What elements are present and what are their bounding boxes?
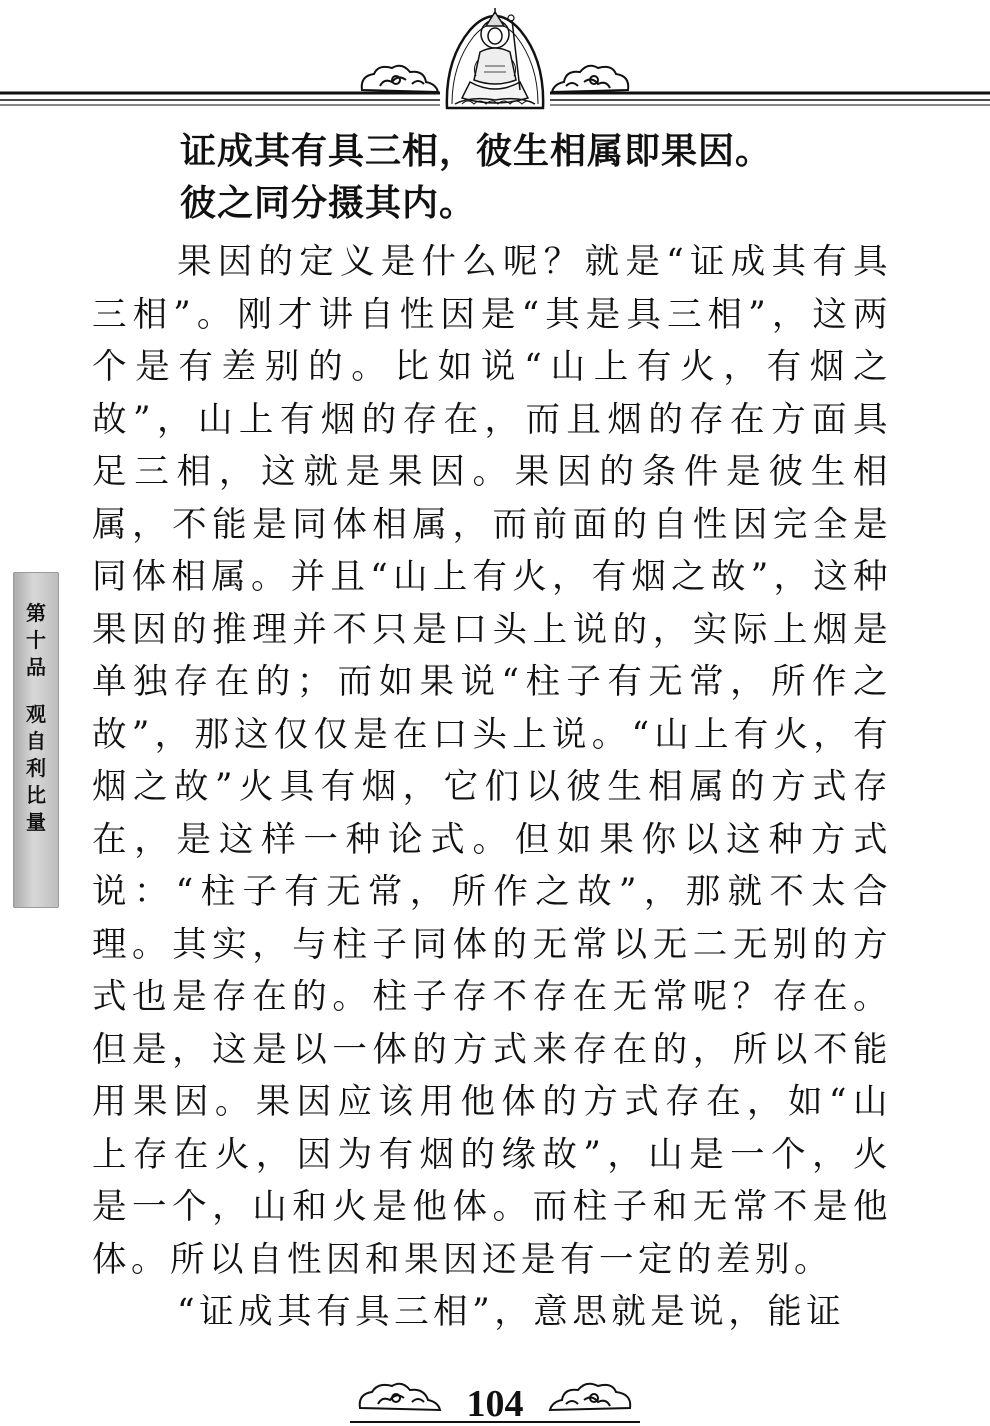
page-number: 104 [466, 1383, 524, 1425]
title-char: 观 [26, 702, 46, 726]
chapter-char: 第 [26, 601, 46, 625]
buddhist-deity-icon [447, 8, 543, 108]
page-footer [0, 1376, 990, 1426]
page-header [0, 0, 990, 112]
header-ornament [0, 0, 990, 112]
commentary-text [92, 236, 892, 1339]
cloud-scroll-right-icon [552, 66, 628, 92]
verse-block [180, 126, 892, 230]
verse-line: 证成其有具三相，彼生相属即果因。 [180, 131, 773, 172]
paragraph: 果因的定义是什么呢？就是“证成其有具三相”。刚才讲自性因是“其是具三相”，这两个是有差别的。比如说“山上有火，有烟之故”，山上有烟的存在，而且烟的存在方面具足三相，这就是果因。果因的条件是彼生相属，不能是同体相属，而前面的自性因完全是同体相属。并且“山上有火，有烟之故”，这种果因的推理并不只是口头上说的，实际上烟是单独存在的；而如果说“柱子有无常，所作之故”，那这仅仅是在口头上说。“山上有火，有烟之故”火具有烟，它们以彼生相属的方式存在，是这样一种论式。但如果你以这种方式说：“柱子有无常，所作之故”，那就不太合理。其实，与柱子同体的无常以无二无别的方式也是存在的。柱子存不存在无常呢？存在。但是，这是以一体的方式来存在的，所以不能用果因。果因应该用他体的方式存在，如“山上存在火，因为有烟的缘故”，山是一个，火是一个，山和火是他体。而柱子和无常不是他体。所以自性因和果因还是有一定的差别。 [92, 242, 892, 1280]
verse-line: 彼之同分摄其内。 [180, 183, 477, 224]
paragraph: “证成其有具三相”，意思就是说，能证 [177, 1292, 846, 1332]
title-char: 量 [26, 810, 46, 834]
chapter-tab-text [13, 600, 59, 836]
title-char: 利 [26, 756, 46, 780]
chapter-char: 品 [26, 655, 46, 679]
main-content [92, 126, 892, 1339]
title-char: 比 [26, 783, 46, 807]
chapter-char: 十 [26, 628, 46, 652]
cloud-scroll-left-icon [360, 1384, 440, 1410]
cloud-scroll-right-icon [550, 1384, 630, 1410]
chapter-side-tab [13, 572, 59, 908]
cloud-scroll-left-icon [362, 66, 438, 92]
title-char: 自 [26, 729, 46, 753]
